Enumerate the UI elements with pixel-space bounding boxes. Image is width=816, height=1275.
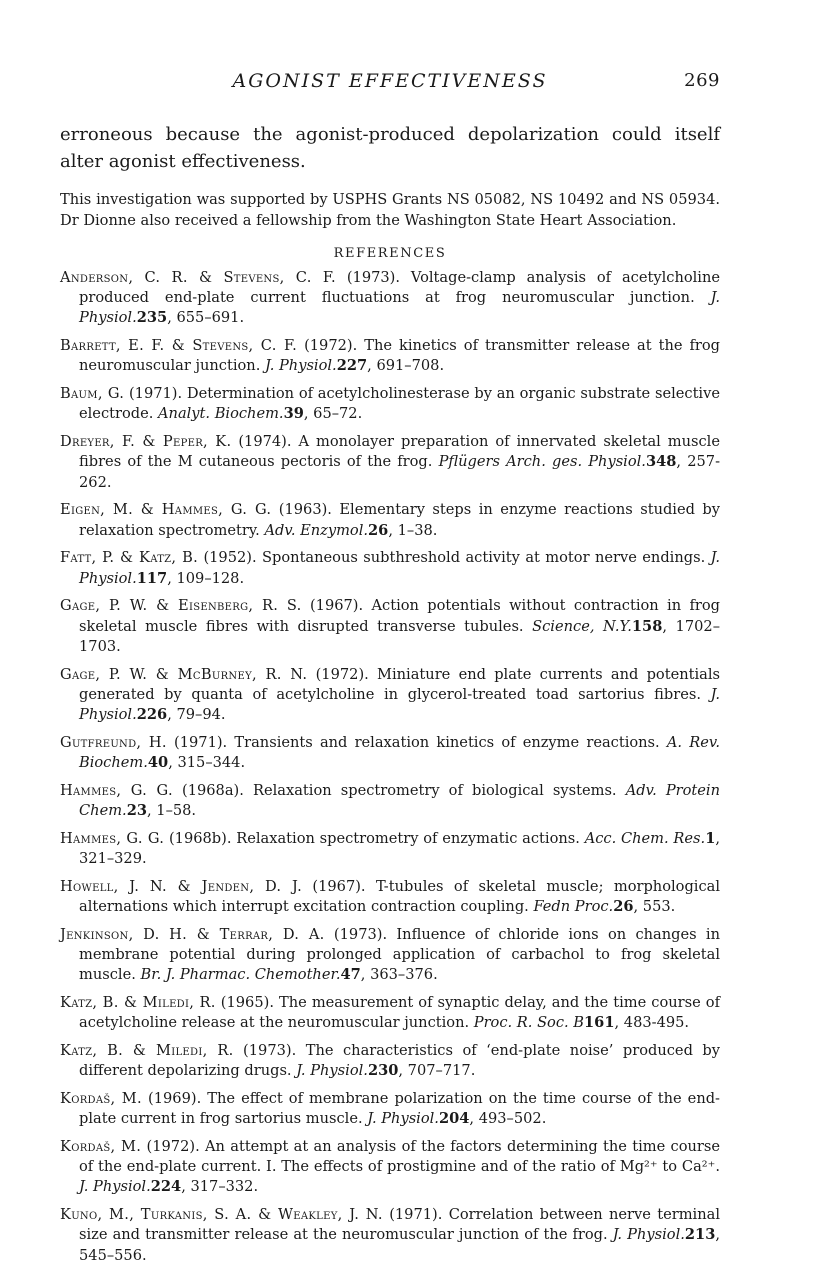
reference-journal: Adv. Enzymol. xyxy=(264,521,369,539)
reference-authors: Howell, J. N. & Jenden, D. J. xyxy=(60,877,303,895)
reference-pages: , 493–502. xyxy=(469,1110,547,1128)
page-number: 269 xyxy=(684,70,720,91)
reference-authors: Eigen, M. & Hammes, G. G. xyxy=(60,501,272,519)
reference-volume: 224 xyxy=(150,1178,182,1196)
reference-year: (1974). xyxy=(231,433,299,451)
reference-item xyxy=(60,829,720,869)
reference-volume: 1 xyxy=(705,829,716,847)
reference-year: (1972). xyxy=(297,337,365,355)
reference-authors: Dreyer, F. & Peper, K. xyxy=(60,433,232,451)
reference-item xyxy=(60,548,720,588)
reference-item xyxy=(60,781,720,821)
reference-authors: Barrett, E. F. & Stevens, C. F. xyxy=(60,337,298,355)
running-title: AGONIST EFFECTIVENESS xyxy=(232,70,548,92)
reference-year: (1971). xyxy=(124,385,187,403)
reference-title: An attempt at an analysis of the factors determining the time course of the end-plate current. I. The effects of prostigmine and of the ratio of Mg²⁺ to Ca²⁺. xyxy=(79,1138,720,1176)
reference-volume: 26 xyxy=(368,521,389,539)
reference-title: The measurement of synaptic delay, and the time course of acetylcholine release at the neuromuscular junction. xyxy=(79,994,720,1032)
reference-volume: 161 xyxy=(584,1014,615,1032)
reference-pages: , 1–38. xyxy=(388,521,438,539)
reference-journal: Proc. R. Soc. B xyxy=(473,1014,585,1032)
reference-authors: Katz, B. & Miledi, R. xyxy=(60,994,216,1012)
reference-item xyxy=(60,432,720,493)
reference-title: Influence of chloride ions on changes in membrane potential during prolonged application of carbachol to frog skeletal muscle. xyxy=(79,925,720,984)
reference-title: Correlation between nerve terminal size and transmitter release at the neuromuscular junction of the frog. xyxy=(79,1206,720,1244)
reference-authors: Kordaš, M. xyxy=(60,1090,142,1108)
reference-pages: , 363–376. xyxy=(360,966,438,984)
reference-title: Action potentials without contraction in frog skeletal muscle fibres with disrupted transverse tubules. xyxy=(79,597,720,635)
reference-authors: Gage, P. W. & McBurney, R. N. xyxy=(60,665,308,683)
reference-journal: Acc. Chem. Res. xyxy=(584,829,706,847)
reference-pages: , 79–94. xyxy=(167,706,226,724)
reference-journal: J. Physiol. xyxy=(264,357,337,375)
reference-title: A monolayer preparation of innervated skeletal muscle fibres of the M cutaneous pectoris of the frog. xyxy=(79,433,720,471)
acknowledgement-paragraph: This investigation was supported by USPHS Grants NS 05082, NS 10492 and NS 05934. Dr Dionne also received a fellowship from the Washington State Heart Association. xyxy=(60,190,720,230)
reference-year: (1968a). xyxy=(172,781,253,799)
reference-volume: 117 xyxy=(136,569,168,587)
continued-paragraph: erroneous because the agonist-produced depolarization could itself alter agonist effectiveness. xyxy=(60,124,720,172)
reference-title: Transients and relaxation kinetics of enzyme reactions. xyxy=(234,733,667,751)
reference-volume: 230 xyxy=(367,1062,399,1080)
reference-volume: 235 xyxy=(136,309,168,327)
reference-title: Voltage-clamp analysis of acetylcholine produced end-plate current fluctuations at frog neuromuscular junction. xyxy=(79,269,720,307)
reference-year: (1967). xyxy=(301,597,372,615)
reference-volume: 158 xyxy=(631,617,663,635)
reference-authors: Hammes, G. G. xyxy=(60,829,165,847)
reference-item xyxy=(60,1089,720,1129)
reference-title: T-tubules of skeletal muscle; morphological alternations which interrupt excitation contraction coupling. xyxy=(79,877,720,916)
reference-authors: Hammes, G. G. xyxy=(60,781,173,799)
reference-pages: , 257-262. xyxy=(79,453,720,491)
reference-list xyxy=(60,268,720,1273)
reference-pages: , 109–128. xyxy=(167,569,245,587)
reference-year: (1973). xyxy=(324,925,397,943)
reference-title: Elementary steps in enzyme reactions studied by relaxation spectrometry. xyxy=(79,501,720,539)
reference-journal: J. Physiol. xyxy=(79,549,720,587)
reference-authors: Katz, B. & Miledi, R. xyxy=(60,1042,234,1060)
reference-authors: Jenkinson, D. H. & Terrar, D. A. xyxy=(60,925,325,943)
reference-volume: 348 xyxy=(645,453,677,471)
references-heading: REFERENCES xyxy=(333,246,447,261)
reference-journal: J. Physiol. xyxy=(79,1178,151,1196)
reference-volume: 47 xyxy=(340,966,361,984)
reference-journal: J. Physiol. xyxy=(79,289,720,327)
reference-title: Spontaneous subthreshold activity at motor nerve endings. xyxy=(262,549,711,567)
reference-authors: Gutfreund, H. xyxy=(60,733,167,751)
reference-pages: , 65–72. xyxy=(303,405,363,423)
reference-volume: 40 xyxy=(147,754,169,772)
reference-journal: J. Physiol. xyxy=(367,1110,439,1128)
reference-item xyxy=(60,1205,720,1266)
reference-journal: J. Physiol. xyxy=(612,1226,685,1244)
reference-pages: , 553. xyxy=(633,898,676,916)
reference-item xyxy=(60,665,720,726)
reference-title: Miniature end plate currents and potentials generated by quanta of acetylcholine in glycerol-treated toad sartorius fibres. xyxy=(79,665,720,703)
reference-journal: A. Rev. Biochem. xyxy=(79,733,721,772)
reference-item xyxy=(60,596,720,657)
reference-year: (1971). xyxy=(382,1206,449,1224)
reference-authors: Baum, G. xyxy=(60,385,125,403)
reference-pages: , 315–344. xyxy=(168,754,246,772)
reference-pages: , 317–332. xyxy=(181,1178,259,1196)
reference-title: Relaxation spectrometry of enzymatic actions. xyxy=(236,829,585,847)
reference-authors: Kordaš, M. xyxy=(60,1138,142,1156)
reference-pages: , 545–556. xyxy=(79,1226,720,1264)
reference-title: The kinetics of transmitter release at the frog neuromuscular junction. xyxy=(79,337,720,375)
reference-authors: Fatt, P. & Katz, B. xyxy=(60,549,199,567)
reference-item xyxy=(60,1137,720,1198)
reference-journal: Analyt. Biochem. xyxy=(158,405,284,423)
reference-journal: J. Physiol. xyxy=(296,1062,368,1080)
reference-journal: Pflügers Arch. ges. Physiol. xyxy=(438,453,646,471)
running-head xyxy=(60,70,720,96)
reference-item xyxy=(60,336,720,376)
reference-year: (1972). xyxy=(307,665,378,683)
reference-year: (1971). xyxy=(166,733,235,751)
reference-item xyxy=(60,1041,720,1081)
reference-item xyxy=(60,268,720,329)
reference-item xyxy=(60,877,720,917)
reference-item xyxy=(60,733,720,773)
reference-journal: J. Physiol. xyxy=(79,685,720,724)
reference-year: (1969). xyxy=(142,1090,208,1108)
reference-volume: 213 xyxy=(684,1226,716,1244)
reference-volume: 204 xyxy=(438,1110,470,1128)
reference-authors: Anderson, C. R. & Stevens, C. F. xyxy=(60,269,336,286)
reference-pages: , 1–58. xyxy=(147,802,197,820)
reference-volume: 39 xyxy=(283,405,304,423)
reference-pages: , 1702–1703. xyxy=(79,617,720,655)
reference-year: (1972). xyxy=(141,1138,206,1156)
reference-year: (1973). xyxy=(335,269,411,286)
reference-title: Determination of acetylcholinesterase by an organic substrate selective electrode. xyxy=(79,385,720,423)
reference-volume: 23 xyxy=(126,802,147,820)
reference-pages: , 655–691. xyxy=(167,309,245,327)
reference-title: Relaxation spectrometry of biological systems. xyxy=(252,781,626,799)
reference-volume: 226 xyxy=(136,706,168,724)
reference-year: (1952). xyxy=(198,549,263,567)
reference-title: The effect of membrane polarization on the time course of the end-plate current in frog sartorius muscle. xyxy=(79,1090,720,1128)
reference-year: (1965). xyxy=(215,994,280,1012)
reference-year: (1963). xyxy=(271,501,340,519)
reference-journal: Science, N.Y. xyxy=(532,617,632,635)
reference-volume: 227 xyxy=(336,357,368,375)
reference-journal: Br. J. Pharmac. Chemother. xyxy=(140,966,341,984)
reference-item xyxy=(60,993,720,1033)
reference-journal: Fedn Proc. xyxy=(533,898,614,916)
reference-year: (1968b). xyxy=(164,829,237,847)
reference-year: (1967). xyxy=(302,877,376,895)
reference-year: (1973). xyxy=(233,1042,306,1060)
reference-item xyxy=(60,500,720,540)
reference-journal: Adv. Protein Chem. xyxy=(79,781,720,820)
reference-pages: , 707–717. xyxy=(398,1062,476,1080)
reference-volume: 26 xyxy=(613,898,634,916)
reference-authors: Gage, P. W. & Eisenberg, R. S. xyxy=(60,597,302,615)
reference-authors: Kuno, M., Turkanis, S. A. & Weakley, J. N. xyxy=(60,1206,383,1224)
reference-item xyxy=(60,925,720,986)
reference-pages: , 321–329. xyxy=(79,829,720,868)
reference-pages: , 691–708. xyxy=(367,357,445,375)
reference-title: The characteristics of ‘end-plate noise’ produced by different depolarizing drugs. xyxy=(79,1042,720,1080)
reference-item xyxy=(60,384,720,424)
reference-pages: , 483-495. xyxy=(614,1014,690,1032)
